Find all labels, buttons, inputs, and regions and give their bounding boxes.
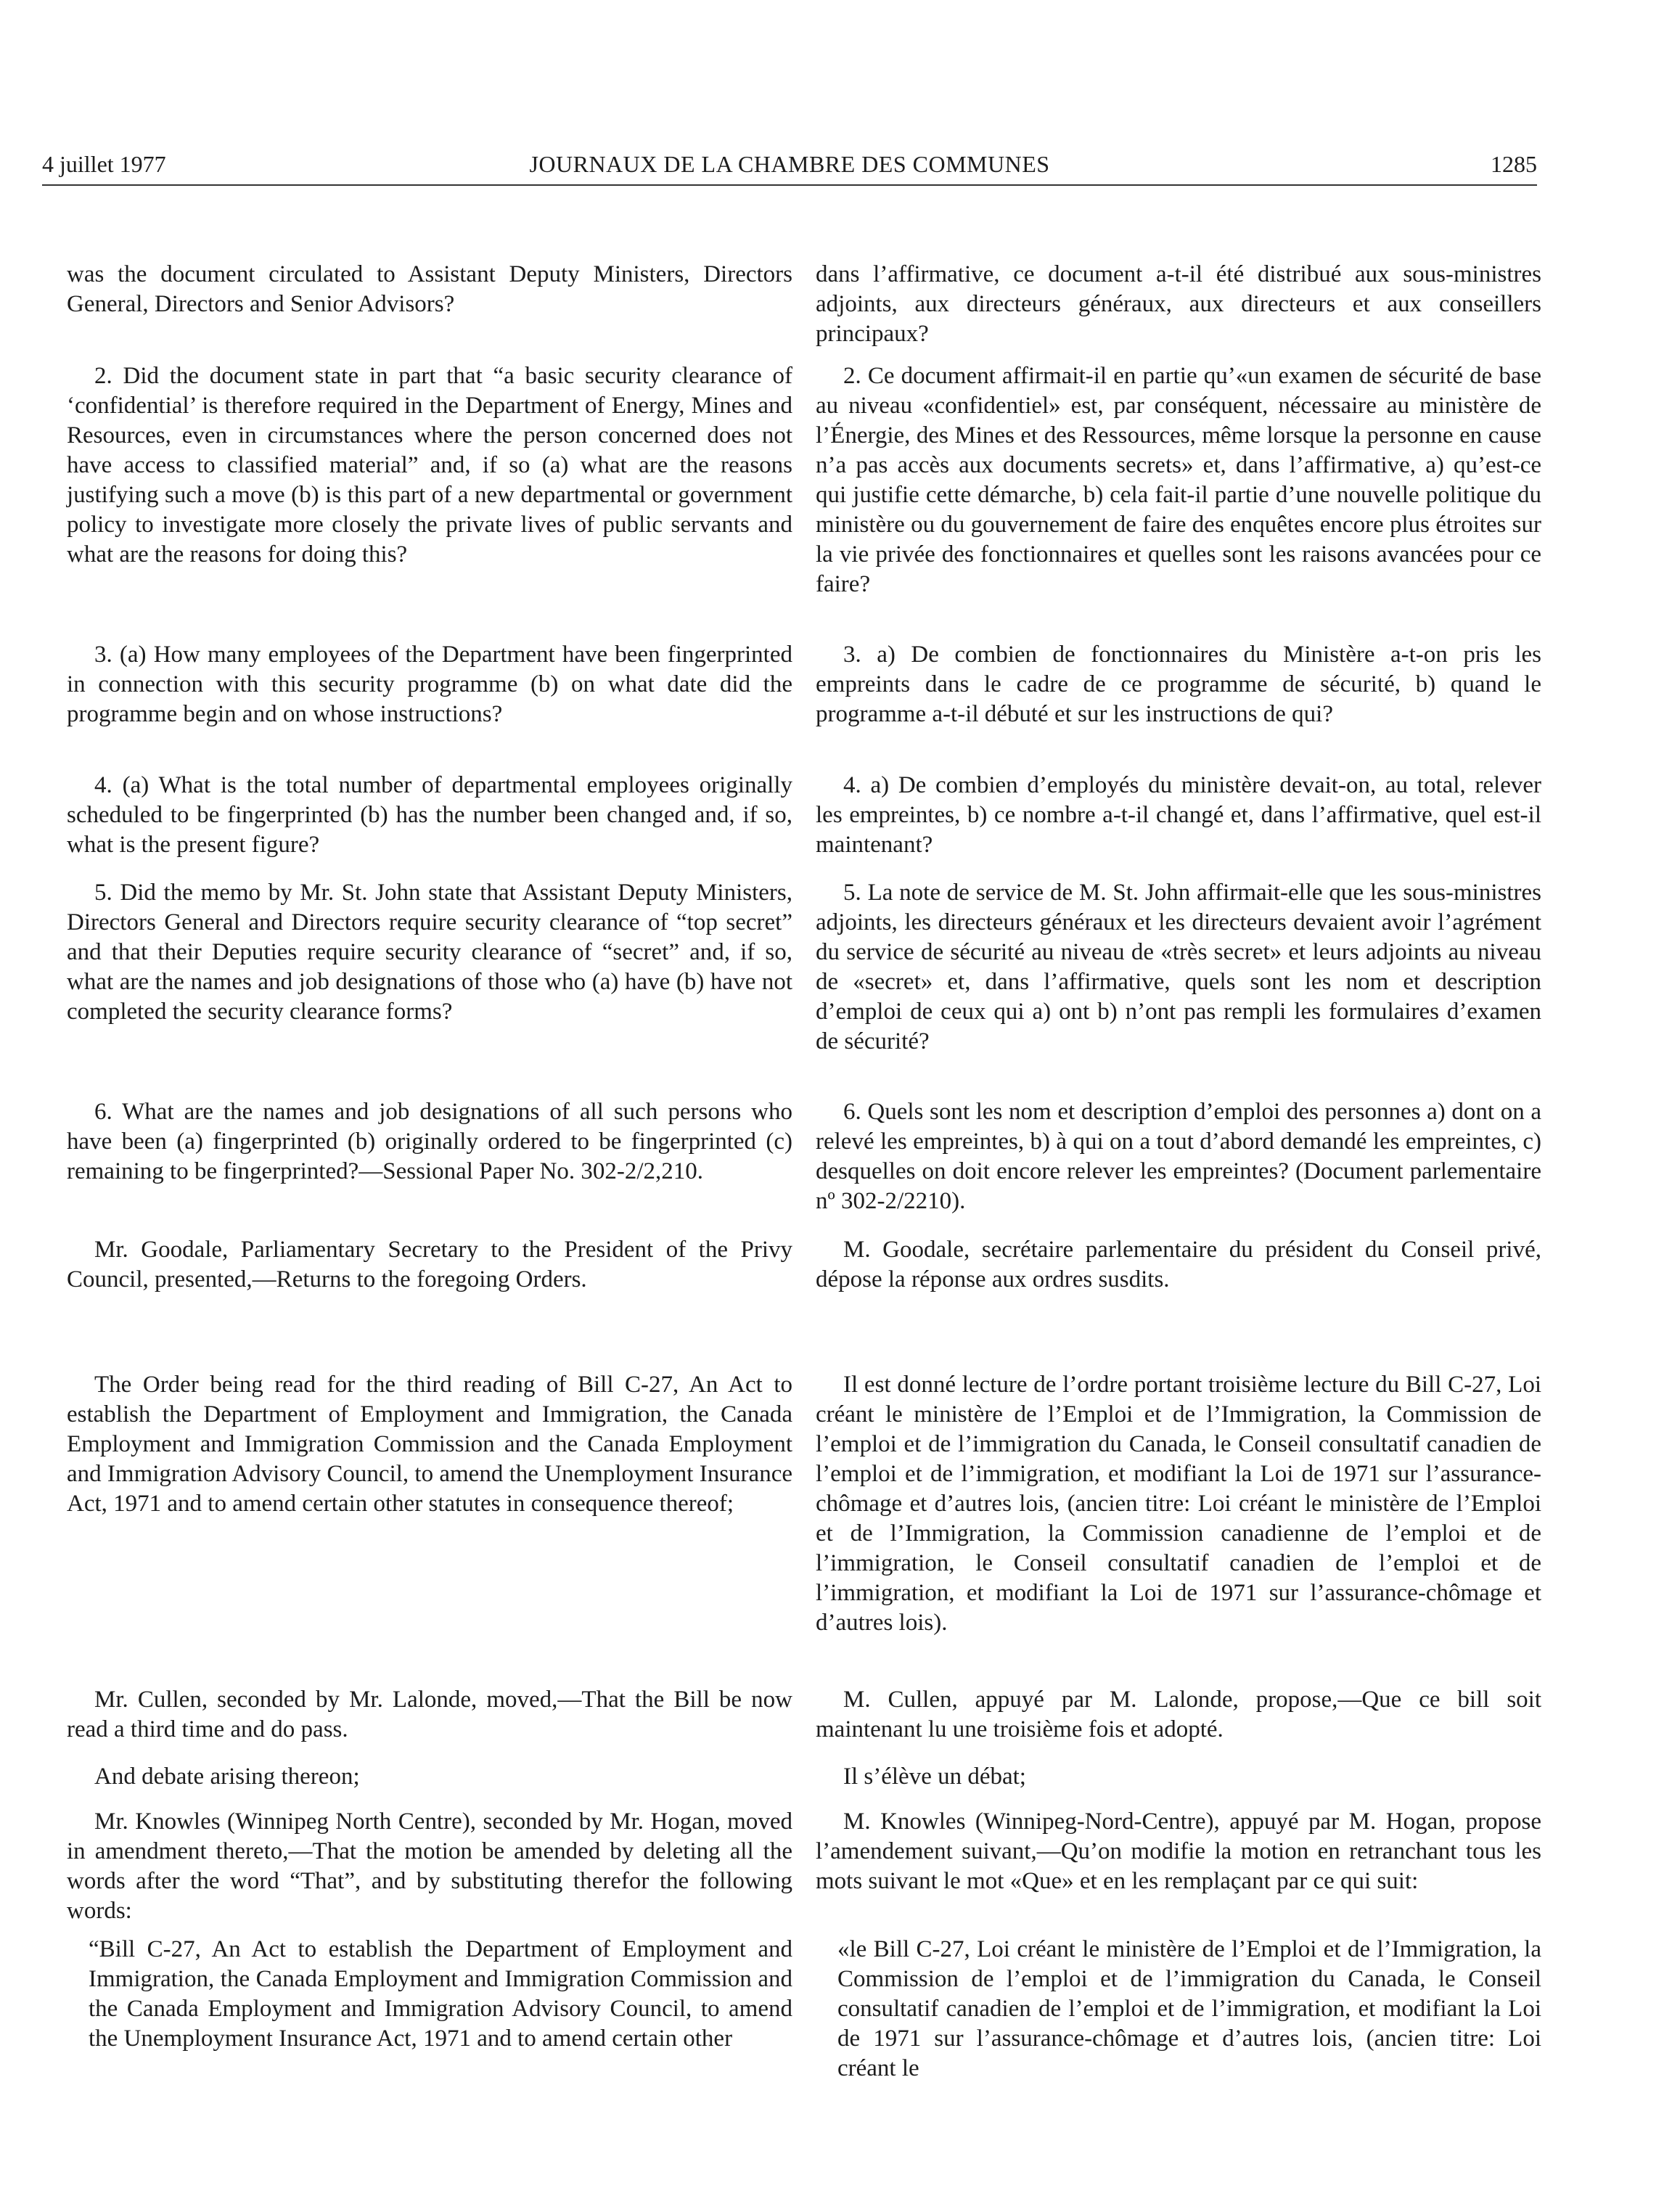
question-6: 6. What are the names and job designations of all such persons who have been (a) fingerprinted (b) originally ordered to be fingerprinted (c) remaining to be fingerprinted?—Sessional Paper No. 302-2/2,210. (67, 1099, 792, 1184)
third-reading-order-fr: Il est donné lecture de l’ordre portant troisième lecture du Bill C-27, Loi créant le ministère de l’Emploi et de l’Immigration, la Commission de l’emploi et de l’immigration du Canada, le Conseil consultatif canadien de l’emploi et de l’immigration, et modifiant la Loi de 1971 sur l’assurance-chômage et d’autres lois, (ancien titre: Loi créant le ministère de l’Emploi et de l’Immigration, la Commission canadienne de l’emploi et de l’immigration, le Conseil consultatif canadien de l’emploi et de l’immigration, et modifiant la Loi de 1971 sur l’assurance-chômage et d’autres lois). (816, 1372, 1541, 1636)
returns-presented-fr: M. Goodale, secrétaire parlementaire du président du Conseil privé, dépose la réponse aux ordres susdits. (816, 1237, 1541, 1293)
cullen-motion: Mr. Cullen, seconded by Mr. Lalonde, moved,—That the Bill be now read a third time and do pass. (67, 1687, 792, 1742)
paragraph-continuation-fr: dans l’affirmative, ce document a-t-il été distribué aux sous-ministres adjoints, aux directeurs généraux, aux directeurs et aux conseillers principaux? (816, 261, 1541, 347)
knowles-amendment-fr: M. Knowles (Winnipeg-Nord-Centre), appuyé par M. Hogan, propose l’amendement suivant,—Qu’on modifie la motion en retranchant tous les mots suivant le mot «Que» et en les remplaçant par ce qui suit: (816, 1808, 1541, 1894)
question-3: 3. (a) How many employees of the Department have been fingerprinted in connection with this security programme (b) on what date did the programme begin and on whose instructions? (67, 642, 792, 727)
debate-arising-fr: Il s’élève un débat; (843, 1764, 1026, 1790)
question-5: 5. Did the memo by Mr. St. John state that Assistant Deputy Ministers, Directors General and Directors require security clearance of “top secret” and that their Deputies require security clearance of “secret” and, if so, what are the names and job designations of those who (a) have (b) have not completed the security clearance forms? (67, 880, 792, 1025)
page-number: 1285 (1491, 151, 1537, 177)
returns-presented: Mr. Goodale, Parliamentary Secretary to the President of the Privy Council, presented,—Returns to the foregoing Orders. (67, 1237, 792, 1293)
question-2: 2. Did the document state in part that “a basic security clearance of ‘confidential’ is therefore required in the Department of Energy, Mines and Resources, even in circumstances where the person concerned does not have access to classified material” and, if so (a) what are the reasons justifying such a move (b) is this part of a new departmental or government policy to investigate more closely the private lives of public servants and what are the reasons for doing this? (67, 363, 792, 568)
third-reading-order: The Order being read for the third reading of Bill C-27, An Act to establish the Department of Employment and Immigration, the Canada Employment and Immigration Commission and the Canada Employment and Immigration Advisory Council, to amend the Unemployment Insurance Act, 1971 and to amend certain other statutes in consequence thereof; (67, 1372, 792, 1517)
paragraph-continuation: was the document circulated to Assistant Deputy Ministers, Directors General, Directors and Senior Advisors? (67, 261, 792, 317)
cullen-motion-fr: M. Cullen, appuyé par M. Lalonde, propose,—Que ce bill soit maintenant lu une troisième fois et adopté. (816, 1687, 1541, 1742)
running-header (42, 148, 1537, 186)
knowles-amendment: Mr. Knowles (Winnipeg North Centre), seconded by Mr. Hogan, moved in amendment thereto,—That the motion be amended by deleting all the words after the word “That”, and by substituting therefor the following words: (67, 1808, 792, 1924)
amendment-text: “Bill C-27, An Act to establish the Department of Employment and Immigration, the Canada Employment and Immigration Commission and the Canada Employment and Immigration Advisory Council, to amend the Unemployment Insurance Act, 1971 and to amend certain other (89, 1936, 792, 2052)
header-date: 4 juillet 1977 (42, 151, 166, 177)
question-6-fr: 6. Quels sont les nom et description d’emploi des personnes a) dont on a relevé les empreintes, b) à qui on a tout d’abord demandé les empreintes, c) desquelles on doit encore relever les empreintes? (Document parlementaire nº 302-2/2210). (816, 1099, 1541, 1214)
debate-arising: And debate arising thereon; (94, 1764, 360, 1790)
header-title: JOURNAUX DE LA CHAMBRE DES COMMUNES (529, 151, 1050, 177)
question-4-fr: 4. a) De combien d’employés du ministère devait-on, au total, relever les empreintes, b) ce nombre a-t-il changé et, dans l’affirmative, quel est-il maintenant? (816, 772, 1541, 858)
question-4: 4. (a) What is the total number of departmental employees originally scheduled to be fingerprinted (b) has the number been changed and, if so, what is the present figure? (67, 772, 792, 858)
question-5-fr: 5. La note de service de M. St. John affirmait-elle que les sous-ministres adjoints, les directeurs généraux et les directeurs devaient avoir l’agrément du service de sécurité au niveau de «très secret» et leurs adjoints au niveau de «secret» et, dans l’affirmative, quels sont les nom et description d’emploi de ceux qui a) ont b) n’ont pas rempli les formulaires d’examen de sécurité? (816, 880, 1541, 1054)
question-2-fr: 2. Ce document affirmait-il en partie qu’«un examen de sécurité de base au niveau «confidentiel» est, par conséquent, nécessaire au ministère de l’Énergie, des Mines et des Ressources, même lorsque la personne en cause n’a pas accès aux documents secrets» et, dans l’affirmative, a) qu’est-ce qui justifie cette démarche, b) cela fait-il partie d’une nouvelle politique du ministère ou du gouvernement de faire des enquêtes encore plus étroites sur la vie privée des fonctionnaires et quelles sont les raisons avancées pour ce faire? (816, 363, 1541, 597)
question-3-fr: 3. a) De combien de fonctionnaires du Ministère a-t-on pris les empreints dans le cadre de ce programme de sécurité, b) quand le programme a-t-il débuté et sur les instructions de qui? (816, 642, 1541, 727)
amendment-text-fr: «le Bill C-27, Loi créant le ministère de l’Emploi et de l’Immigration, la Commission de l’emploi et de l’immigration du Canada, le Conseil consultatif canadien de l’emploi et de l’immigration, et modifiant la Loi de 1971 sur l’assurance-chômage et d’autres lois, (ancien titre: Loi créant le (837, 1936, 1541, 2081)
